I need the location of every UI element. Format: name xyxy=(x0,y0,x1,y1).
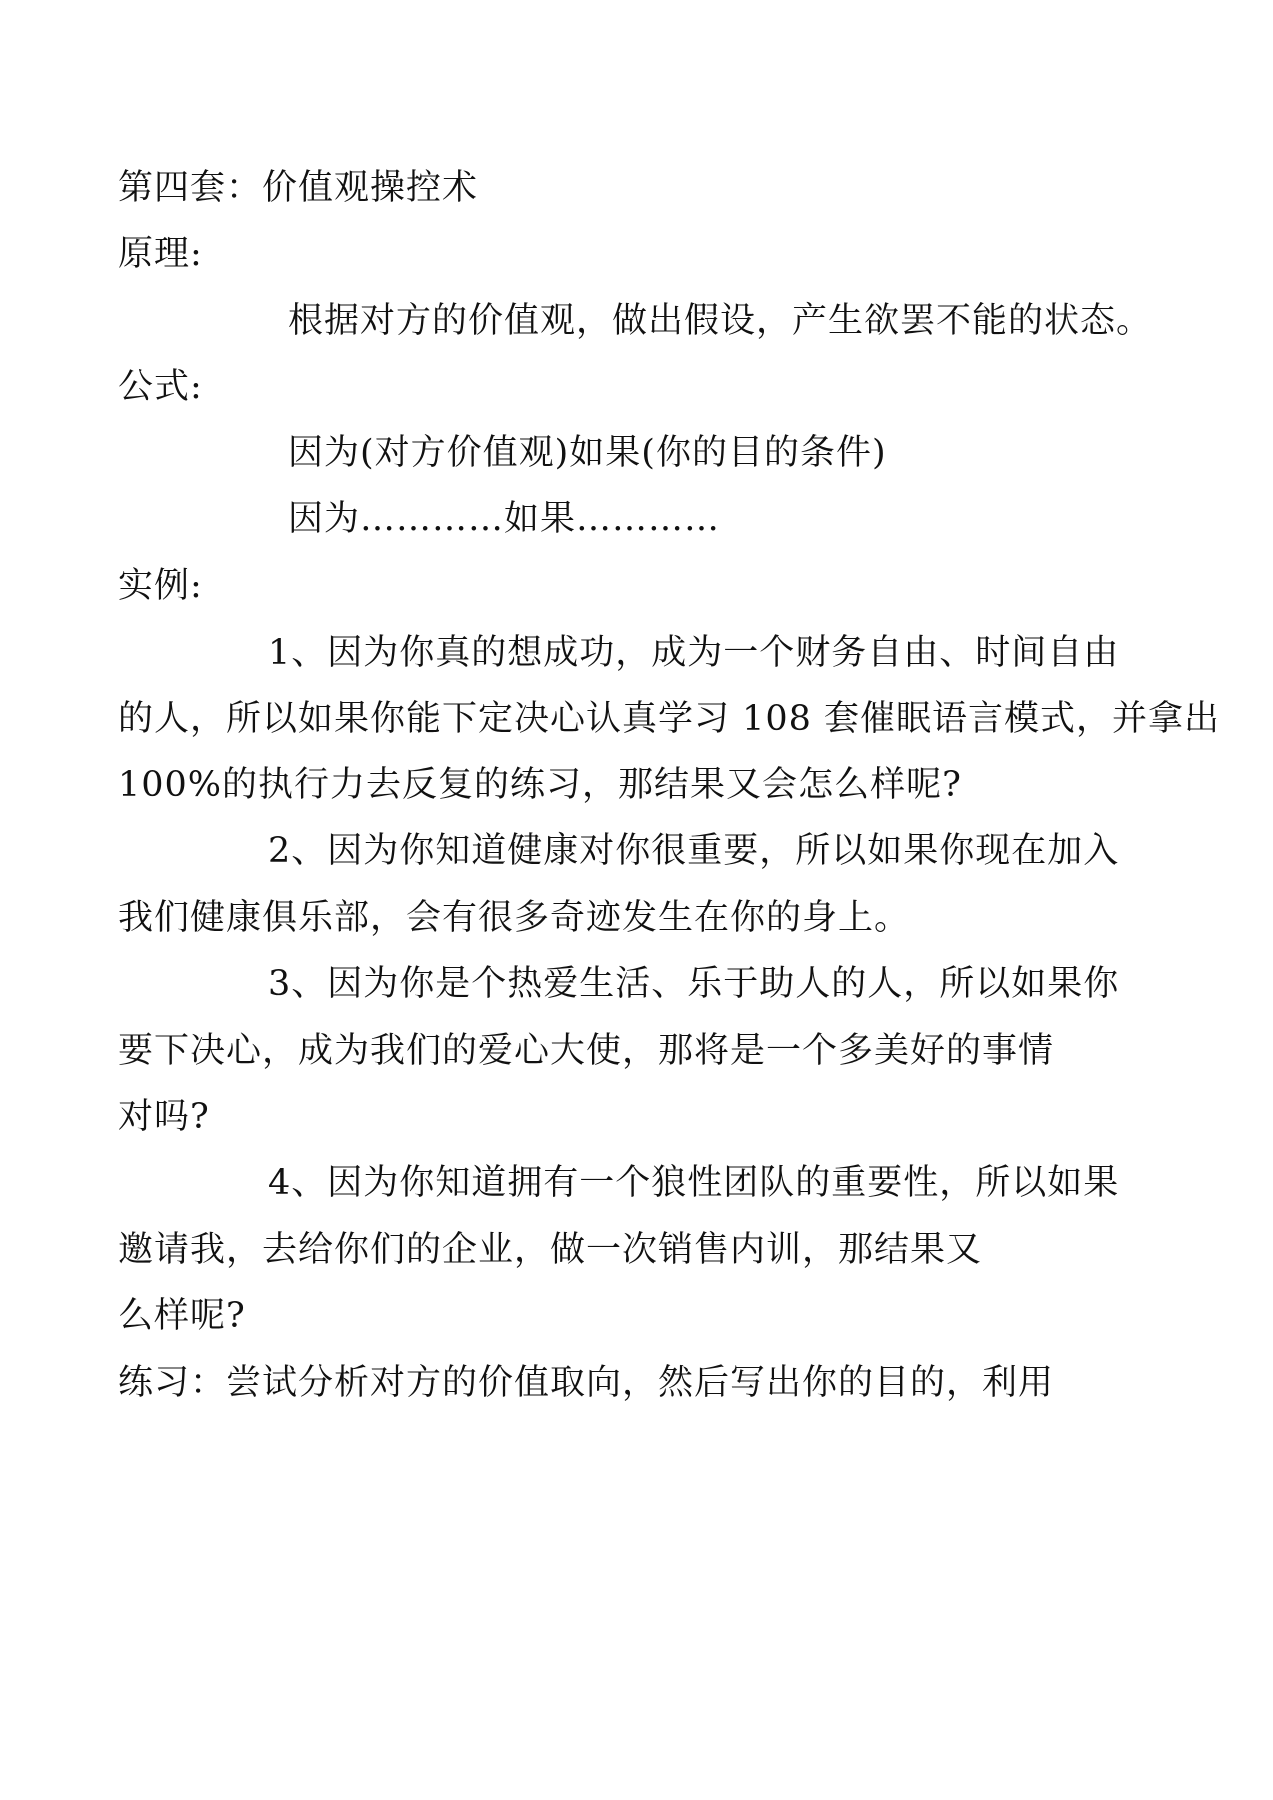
principle-label: 原理: xyxy=(118,234,203,274)
practice-text: 练习：尝试分析对方的价值取向，然后写出你的目的，利用 xyxy=(118,1363,1055,1403)
example-4-line-2: 邀请我，去给你们的企业，做一次销售内训，那结果又 xyxy=(118,1230,983,1270)
document-title: 第四套：价值观操控术 xyxy=(118,168,479,208)
principle-text: 根据对方的价值观，做出假设，产生欲罢不能的状态。 xyxy=(288,301,1153,341)
example-1-line-1: 1、因为你真的想成功，成为一个财务自由、时间自由 xyxy=(268,633,1120,673)
example-1-line-3: 100%的执行力去反复的练习，那结果又会怎么样呢? xyxy=(118,765,962,805)
example-2-line-2: 我们健康俱乐部，会有很多奇迹发生在你的身上。 xyxy=(118,898,911,938)
examples-label: 实例: xyxy=(118,566,203,606)
example-1-line-2: 的人，所以如果你能下定决心认真学习 108 套催眠语言模式，并拿出 xyxy=(118,699,1221,739)
example-4-line-3: 么样呢? xyxy=(118,1296,246,1336)
example-3-line-2: 要下决心，成为我们的爱心大使，那将是一个多美好的事情 xyxy=(118,1031,1055,1071)
example-4-line-1: 4、因为你知道拥有一个狼性团队的重要性，所以如果 xyxy=(268,1163,1120,1203)
formula-label: 公式: xyxy=(118,367,203,407)
formula-line-1: 因为(对方价值观)如果(你的目的条件) xyxy=(288,433,887,473)
example-3-line-1: 3、因为你是个热爱生活、乐于助人的人，所以如果你 xyxy=(268,964,1120,1004)
example-2-line-1: 2、因为你知道健康对你很重要，所以如果你现在加入 xyxy=(268,831,1120,871)
example-3-line-3: 对吗? xyxy=(118,1097,210,1137)
formula-line-2: 因为…………如果………… xyxy=(288,499,721,539)
